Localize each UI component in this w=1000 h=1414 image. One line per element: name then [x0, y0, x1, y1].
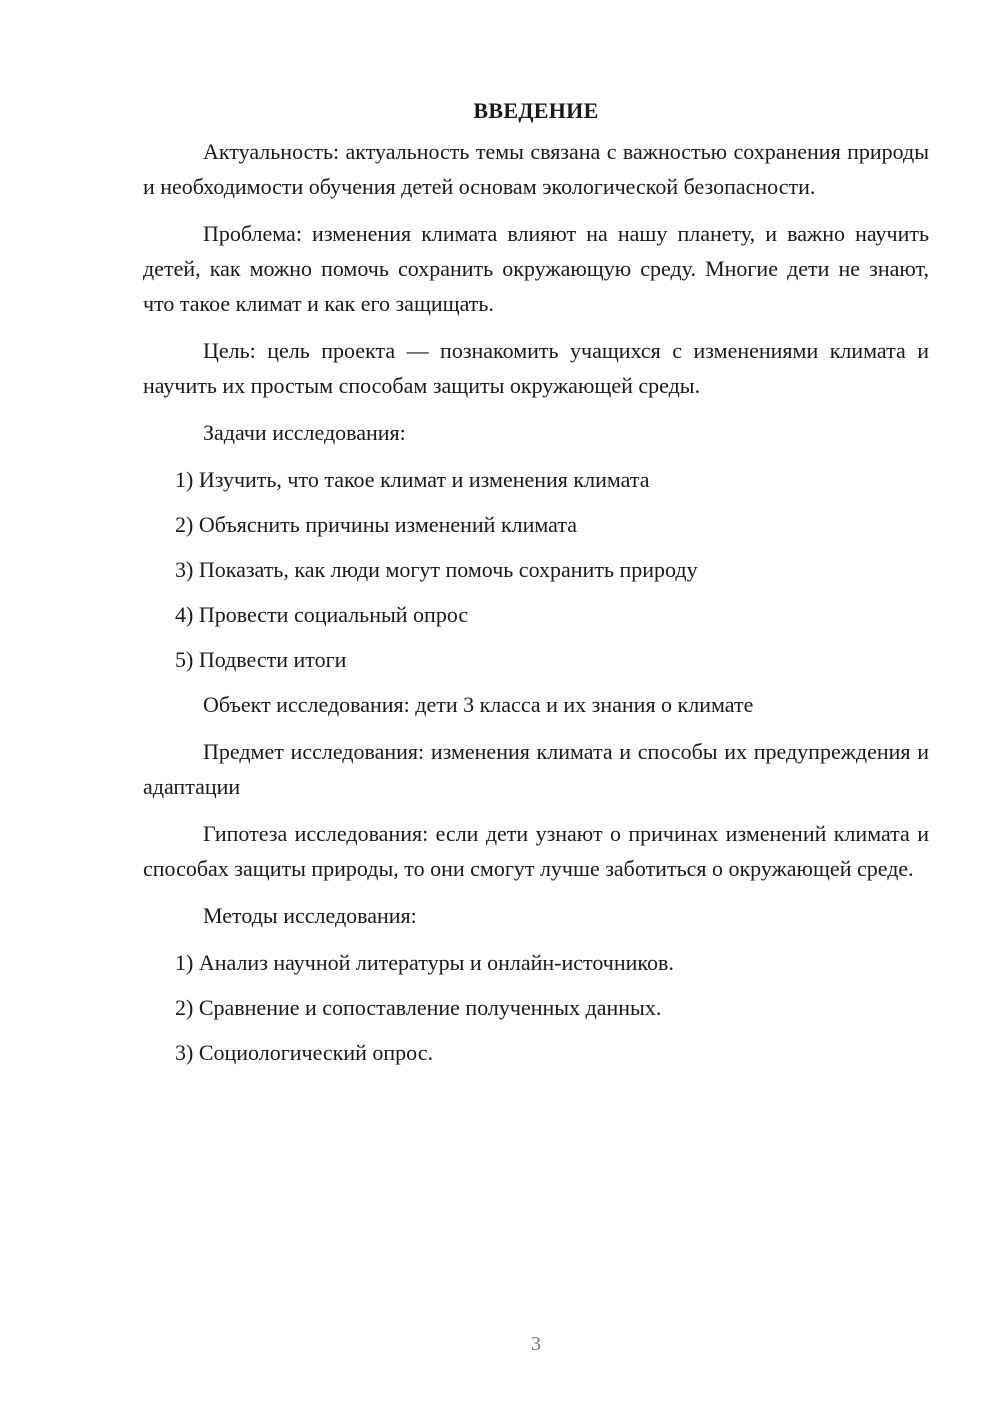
section-title: ВВЕДЕНИЕ — [473, 98, 599, 123]
list-item: 1) Анализ научной литературы и онлайн-источников. — [175, 950, 674, 975]
list-item: 1) Изучить, что такое климат и изменения климата — [175, 467, 650, 492]
object-paragraph: Объект исследования: дети 3 класса и их знания о климате — [203, 692, 754, 717]
list-item: 3) Показать, как люди могут помочь сохранить природу — [175, 557, 698, 582]
problem-paragraph: Проблема: изменения климата влияют на нашу планету, и важно научить детей, как можно помочь сохранить окружающую среду. Многие дети не знают, что такое климат и как его защищать. — [143, 221, 929, 316]
list-item: 5) Подвести итоги — [175, 647, 347, 672]
methods-list — [143, 945, 929, 1070]
tasks-heading: Задачи исследования: — [203, 420, 406, 445]
methods-heading: Методы исследования: — [203, 903, 417, 928]
page-number: 3 — [531, 1333, 541, 1355]
list-item: 3) Социологический опрос. — [175, 1040, 433, 1065]
list-item: 2) Объяснить причины изменений климата — [175, 512, 578, 537]
page-content — [143, 94, 929, 1080]
goal-paragraph: Цель: цель проекта — познакомить учащихся с изменениями климата и научить их простым способам защиты окружающей среды. — [143, 338, 929, 398]
subject-paragraph: Предмет исследования: изменения климата и способы их предупреждения и адаптации — [143, 739, 929, 799]
hypothesis-paragraph: Гипотеза исследования: если дети узнают о причинах изменений климата и способах защиты природы, то они смогут лучше заботиться о окружающей среде. — [143, 821, 929, 881]
tasks-list — [143, 462, 929, 677]
list-item: 2) Сравнение и сопоставление полученных данных. — [175, 995, 662, 1020]
list-item: 4) Провести социальный опрос — [175, 602, 469, 627]
relevance-paragraph: Актуальность: актуальность темы связана с важностью сохранения природы и необходимости обучения детей основам экологической безопасности. — [143, 139, 929, 199]
